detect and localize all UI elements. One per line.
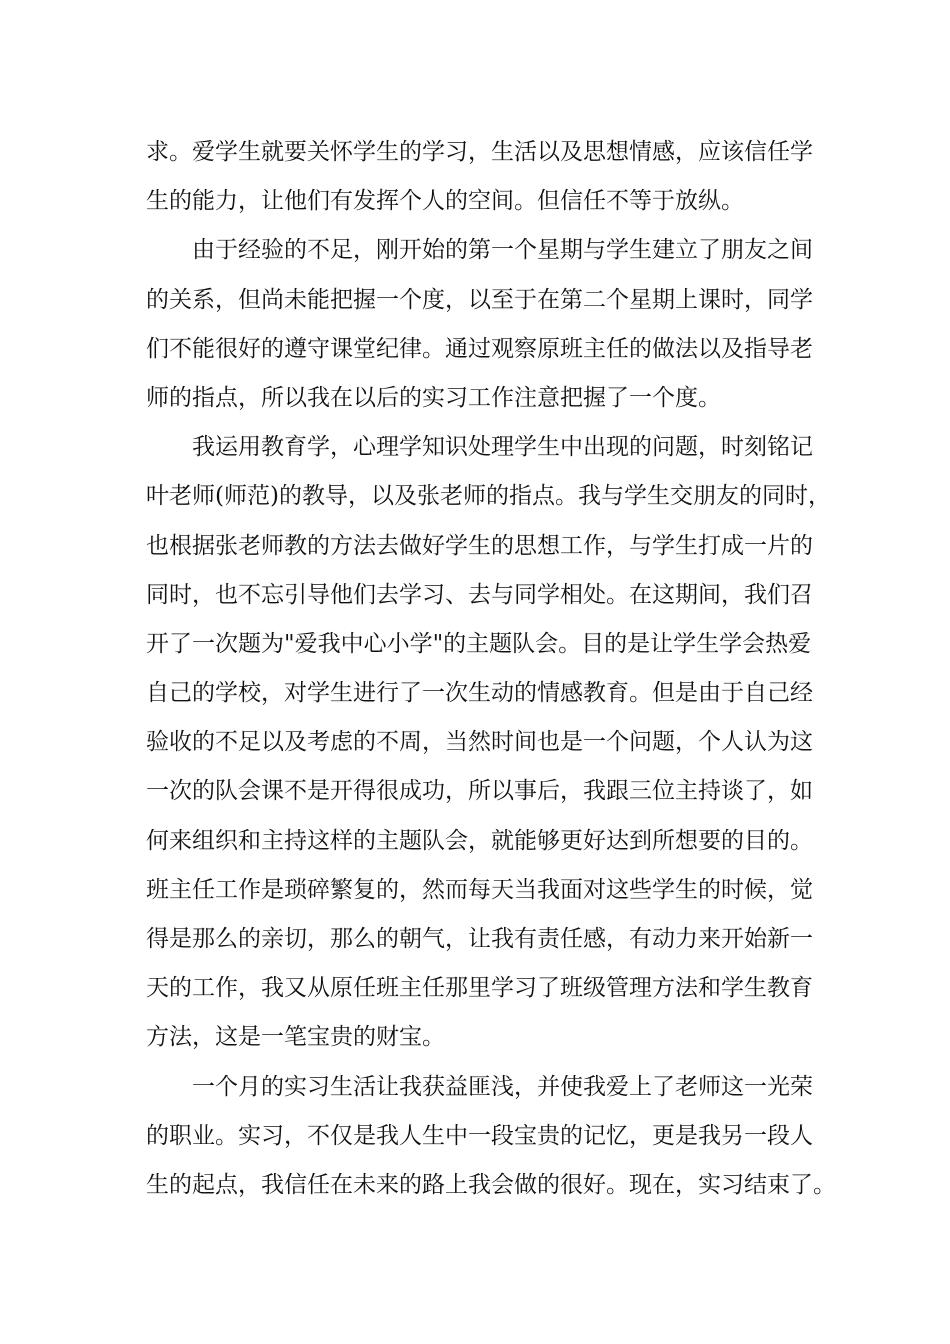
text-line: 方法，这是一笔宝贵的财宝。 [146,1024,445,1051]
text-line: 天的工作，我又从原任班主任那里学习了班级管理方法和学生教育 [146,975,813,1002]
text-line: 的职业。实习，不仅是我人生中一段宝贵的记忆，更是我另一段人 [146,1122,813,1149]
document-body [146,128,836,1210]
text-line: 自己的学校，对学生进行了一次生动的情感教育。但是由于自己经 [146,680,813,707]
text-line: 生的起点，我信任在未来的路上我会做的很好。现在，实习结束了。 [146,1171,836,1198]
text-line: 一次的队会课不是开得很成功，所以事后，我跟三位主持谈了，如 [146,778,813,805]
text-line: 的关系，但尚未能把握一个度，以至于在第二个星期上课时，同学 [146,286,813,313]
text-line: 班主任工作是琐碎繁复的，然而每天当我面对这些学生的时候，觉 [146,876,813,903]
text-line: 同时，也不忘引导他们去学习、去与同学相处。在这期间，我们召 [146,581,813,608]
text-line: 师的指点，所以我在以后的实习工作注意把握了一个度。 [146,384,721,411]
paragraph-first-line: 一个月的实习生活让我获益匪浅，并使我爱上了老师这一光荣 [192,1073,813,1100]
text-line: 们不能很好的遵守课堂纪律。通过观察原班主任的做法以及指导老 [146,335,813,362]
paragraph-first-line: 我运用教育学，心理学知识处理学生中出现的问题，时刻铭记 [192,434,813,461]
text-line: 验收的不足以及考虑的不周，当然时间也是一个问题，个人认为这 [146,729,813,756]
text-line: 也根据张老师教的方法去做好学生的思想工作，与学生打成一片的 [146,532,813,559]
text-line: 生的能力，让他们有发挥个人的空间。但信任不等于放纵。 [146,188,744,215]
text-line: 何来组织和主持这样的主题队会，就能够更好达到所想要的目的。 [146,827,813,854]
text-line: 开了一次题为"爱我中心小学"的主题队会。目的是让学生学会热爱 [146,630,812,657]
paragraph-first-line: 由于经验的不足，刚开始的第一个星期与学生建立了朋友之间 [192,237,813,264]
text-line: 求。爱学生就要关怀学生的学习，生活以及思想情感，应该信任学 [146,139,813,165]
text-line: 叶老师(师范)的教导，以及张老师的指点。我与学生交朋友的同时， [146,483,831,510]
text-line: 得是那么的亲切，那么的朝气，让我有责任感，有动力来开始新一 [146,926,813,952]
